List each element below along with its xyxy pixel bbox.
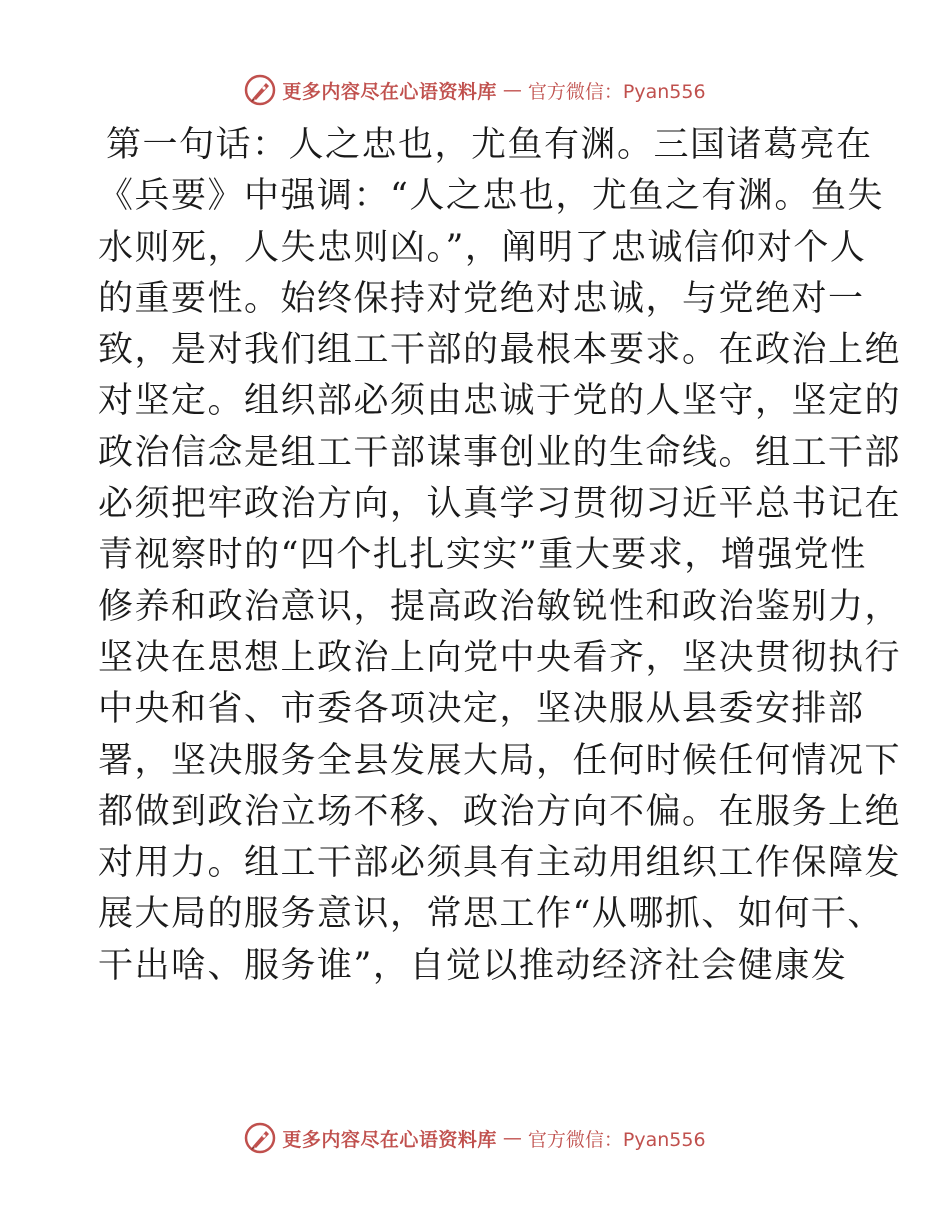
- body-line: 中央和省、市委各项决定，坚决服从县委安排部: [98, 689, 865, 730]
- watermark-subtitle: 官方微信：Pyan556: [527, 1128, 706, 1151]
- watermark-subtitle: 官方微信：Pyan556: [527, 80, 706, 103]
- body-line: 致，是对我们组工干部的最根本要求。在政治上绝: [98, 330, 902, 371]
- body-line: 第一句话：人之忠也，尤鱼有渊。三国诸葛亮在: [106, 125, 873, 165]
- body-line: 修养和政治意识，提高政治敏锐性和政治鉴别力，: [98, 586, 902, 627]
- body-line: 青视察时的“四个扎扎实实”重大要求，增强党性: [98, 535, 867, 576]
- body-line: 对用力。组工干部必须具有主动用组织工作保障发: [98, 843, 902, 884]
- body-line: 展大局的服务意识，常思工作“从哪抓、如何干、: [98, 894, 884, 935]
- header-watermark: [0, 70, 950, 110]
- quill-pen-logo-icon: [244, 1122, 276, 1154]
- watermark-separator: —: [502, 1127, 522, 1149]
- quill-pen-logo-icon: [244, 74, 276, 106]
- body-line: 都做到政治立场不移、政治方向不偏。在服务上绝: [98, 791, 902, 832]
- watermark-title: 更多内容尽在心语资料库: [282, 80, 497, 103]
- footer-watermark: [0, 1118, 950, 1158]
- watermark-title: 更多内容尽在心语资料库: [282, 1128, 497, 1151]
- watermark-separator: —: [502, 79, 522, 101]
- body-line: 水则死，人失忠则凶。”，阐明了忠诚信仰对个人: [98, 227, 867, 268]
- body-line: 政治信念是组工干部谋事创业的生命线。组工干部: [98, 432, 902, 473]
- body-line: 对坚定。组织部必须由忠诚于党的人坚守，坚定的: [98, 381, 902, 422]
- body-line: 《兵要》中强调：“人之忠也，尤鱼之有渊。鱼失: [98, 176, 884, 217]
- body-line: 必须把牢政治方向，认真学习贯彻习近平总书记在: [98, 484, 902, 525]
- body-line: 干出啥、服务谁”，自觉以推动经济社会健康发: [98, 945, 848, 986]
- body-line: 坚决在思想上政治上向党中央看齐，坚决贯彻执行: [98, 637, 902, 678]
- body-line: 的重要性。始终保持对党绝对忠诚，与党绝对一: [98, 278, 865, 319]
- body-line: 署，坚决服务全县发展大局，任何时候任何情况下: [98, 740, 902, 781]
- document-body: [98, 120, 902, 992]
